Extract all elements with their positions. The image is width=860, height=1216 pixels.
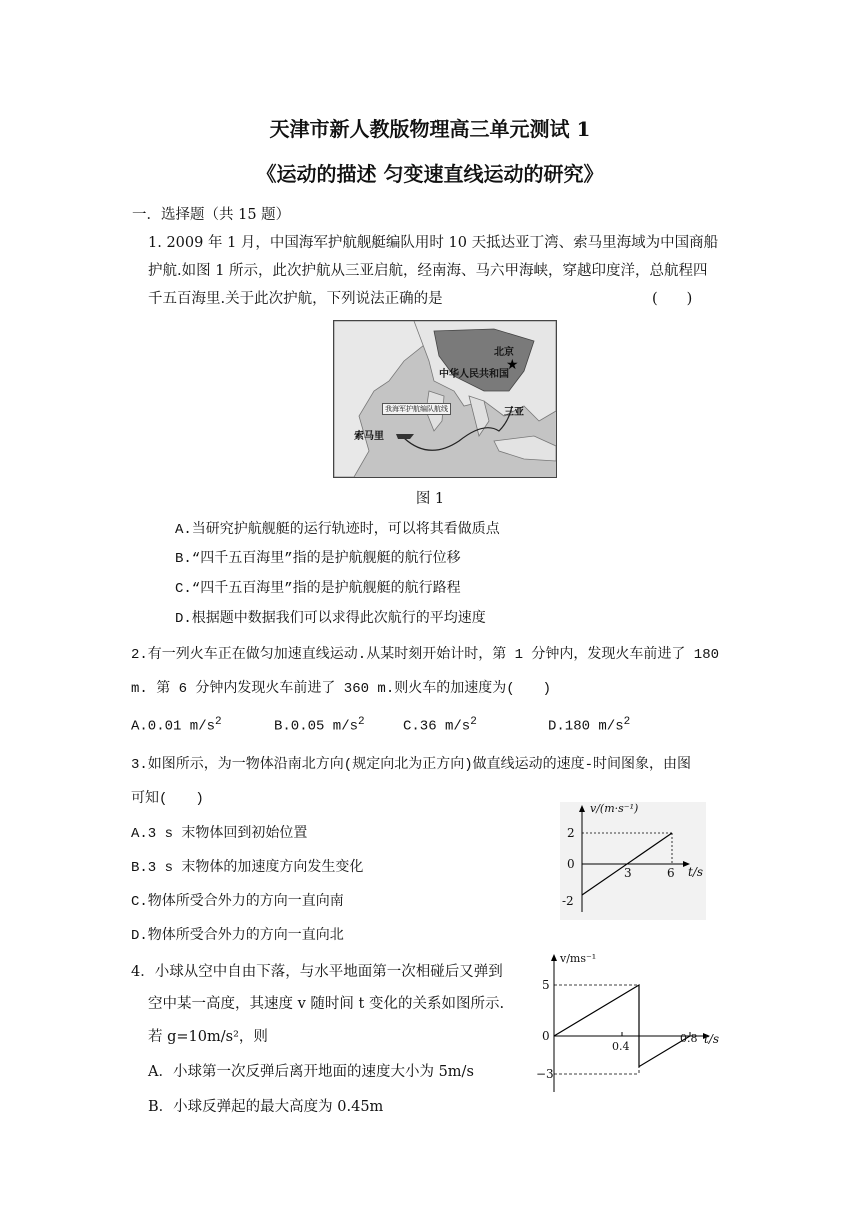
q3-line2: 可知( ) — [131, 791, 204, 807]
q4-velocity-graph — [536, 952, 726, 1094]
q2-option-d: D.180 $m/s^2$ — [548, 716, 631, 735]
q1-line2: 护航.如图 1 所示，此次护航从三亚启航，经南海、马六甲海峡，穿越印度洋，总航程四 — [148, 263, 708, 279]
q2-line1: 2.有一列火车正在做匀加速直线运动.从某时刻开始计时，第 1 分钟内，发现火车前进了 180 — [131, 647, 720, 663]
svg-text:★: ★ — [506, 357, 519, 373]
q4-tick-y-bot: −3 — [536, 1067, 554, 1081]
q1-option-c: C.“四千五百海里”指的是护航舰艇的航行路程 — [175, 581, 461, 597]
map-label-beijing: 北京 — [494, 347, 514, 358]
q4-tick-x-mid: 0.4 — [612, 1040, 630, 1053]
q1-option-a: A.当研究护航舰艇的运行轨迹时，可以将其看做质点 — [175, 522, 500, 538]
q1-line3: 千五百海里.关于此次护航，下列说法正确的是 — [148, 291, 443, 307]
q3-option-b: B.3 s 末物体的加速度方向发生变化 — [131, 860, 364, 876]
q1-option-b: B.“四千五百海里”指的是护航舰艇的航行位移 — [175, 551, 461, 567]
figure-caption: 图 1 — [415, 491, 445, 507]
q1-option-d: D.根据题中数据我们可以求得此次航行的平均速度 — [175, 611, 486, 627]
q3-option-a: A.3 s 末物体回到初始位置 — [131, 826, 308, 842]
q4-ylabel: v/ms⁻¹ — [560, 952, 597, 965]
q4-line3: 若 g=10m/s²，则 — [148, 1029, 268, 1045]
map-image — [334, 321, 556, 477]
q1-line1: 1. 2009 年 1 月，中国海军护航舰艇编队用时 10 天抵达亚丁湾、索马里海域为中国商船 — [148, 235, 719, 251]
map-label-route: 我海军护航编队航线 — [382, 403, 451, 415]
q3-velocity-graph — [560, 802, 706, 920]
q4-xlabel: t/s — [704, 1032, 720, 1046]
page-subtitle: 《运动的描述 匀变速直线运动的研究》 — [256, 162, 604, 186]
map-label-sanya: 三亚 — [504, 407, 524, 418]
q2-option-a: A.0.01 $m/s^2$ — [131, 716, 222, 735]
map-label-somalia: 索马里 — [354, 431, 384, 442]
map-figure — [333, 320, 557, 478]
q3-line1: 3.如图所示，为一物体沿南北方向(规定向北为正方向)做直线运动的速度-时间图象，由图 — [131, 757, 692, 773]
q4-tick-y-mid: 0 — [542, 1029, 550, 1043]
q3-option-d: D.物体所受合外力的方向一直向北 — [131, 928, 344, 944]
q4-line1: 4．小球从空中自由下落，与水平地面第一次相碰后又弹到 — [131, 964, 503, 980]
q3-ylabel: v/(m·s⁻¹) — [590, 802, 639, 815]
q3-option-c: C.物体所受合外力的方向一直向南 — [131, 894, 344, 910]
q3-xlabel: t/s — [688, 865, 704, 879]
q2-option-b: B.0.05 $m/s^2$ — [274, 716, 365, 735]
q3-tick-y-mid: 0 — [567, 857, 575, 871]
q4-tick-x-end: 0.8 — [680, 1032, 698, 1045]
q3-tick-x-mid: 3 — [624, 866, 632, 880]
q4-tick-y-top: 5 — [542, 978, 550, 992]
q2-option-c: C.36 $m/s^2$ — [403, 716, 477, 735]
q4-option-b: B．小球反弹起的最大高度为 0.45m — [148, 1099, 384, 1115]
q3-tick-y-top: 2 — [567, 826, 575, 840]
section-heading: 一．选择题（共 15 题） — [132, 207, 291, 223]
page-title: 天津市新人教版物理高三单元测试 1 — [269, 117, 591, 141]
q4-series-line — [554, 985, 690, 1067]
q4-line2: 空中某一高度，其速度 v 随时间 t 变化的关系如图所示. — [148, 996, 505, 1012]
q2-line2: m. 第 6 分钟内发现火车前进了 360 m.则火车的加速度为( ) — [131, 681, 552, 697]
q3-tick-x-end: 6 — [667, 866, 675, 880]
map-label-china: 中华人民共和国 — [439, 369, 509, 380]
q3-tick-y-bot: -2 — [562, 894, 574, 908]
q4-option-a: A．小球第一次反弹后离开地面的速度大小为 5m/s — [148, 1064, 474, 1080]
q1-answer-bracket: ( ) — [652, 291, 693, 307]
